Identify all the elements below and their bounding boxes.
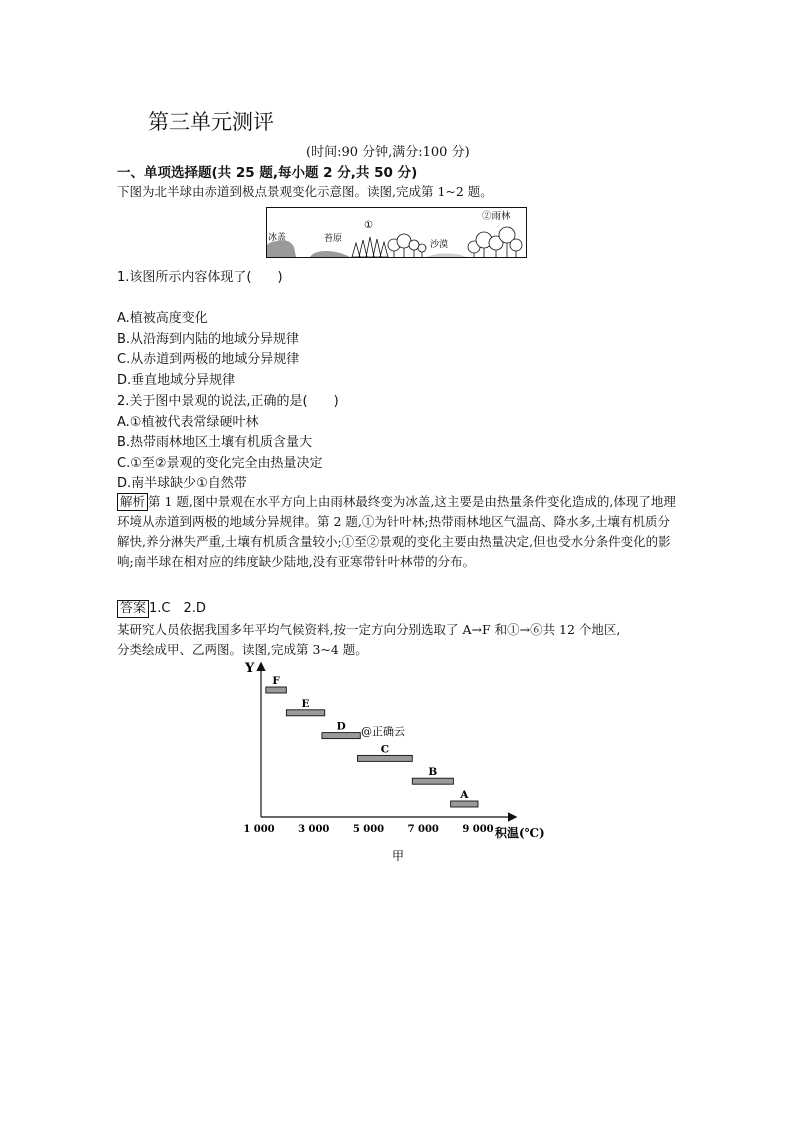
intro-text-2-line-2: 分类绘成甲、乙两图。读图,完成第 3~4 题。 — [117, 642, 368, 657]
y-axis-label: Y — [245, 661, 255, 676]
q1-option-d: D.垂直地域分异规律 — [117, 373, 236, 388]
intro-text-2-line-1: 某研究人员依据我国多年平均气候资料,按一定方向分别选取了 A→F 和①→⑥共 12 个地区, — [117, 622, 621, 637]
q2-option-c: C.①至②景观的变化完全由热量决定 — [117, 456, 323, 471]
bar-label-A: A — [460, 789, 469, 801]
x-tick-label: 3 000 — [298, 824, 330, 835]
section-heading: 一、单项选择题(共 25 题,每小题 2 分,共 50 分) — [117, 165, 418, 181]
analysis-label: 解析 — [117, 493, 148, 511]
label-zone-1: ① — [364, 220, 373, 231]
label-tundra: 苔原 — [324, 234, 343, 244]
answer-label: 答案 — [117, 600, 149, 618]
landscape-figure — [266, 207, 527, 258]
label-desert: 沙漠 — [430, 240, 449, 250]
q2-option-d: D.南半球缺少①自然带 — [117, 476, 247, 491]
chart-caption: 甲 — [392, 849, 405, 863]
accumulated-temperature-chart — [240, 656, 560, 866]
intro-text-1: 下图为北半球由赤道到极点景观变化示意图。读图,完成第 1~2 题。 — [117, 184, 493, 199]
q1-option-a: A.植被高度变化 — [117, 311, 208, 326]
q1-option-b: B.从沿海到内陆的地域分异规律 — [117, 332, 300, 347]
x-tick-label: 1 000 — [243, 824, 275, 835]
x-tick-label: 9 000 — [462, 824, 494, 835]
page-title: 第三单元测评 — [148, 110, 274, 134]
bar-F — [266, 687, 287, 693]
question-2-stem: 2.关于图中景观的说法,正确的是( ) — [117, 394, 339, 409]
bar-D — [322, 733, 360, 739]
label-ice-cap: 冰盖 — [268, 233, 287, 243]
label-rainforest: ②雨林 — [482, 211, 511, 222]
bar-A — [451, 801, 478, 807]
bar-C — [358, 755, 413, 761]
analysis-text: 第 1 题,图中景观在水平方向上由雨林最终变为冰盖,这主要是由热量条件变化造成的,体现了地理环境从赤道到两极的地域分异规律。第 2 题,①为针叶林;热带雨林地区气温高、降水多,土壤有机质分解快,养分淋失严重,土壤有机质含量较小;①至②景观的变化主要由热量决定,但也受水分条件变化的影响;南半球在相对应的纬度缺少陆地,没有亚寒带针叶林带的分布。 — [117, 494, 676, 569]
analysis-block — [117, 492, 682, 572]
x-tick-label: 5 000 — [352, 824, 385, 835]
q2-option-a: A.①植被代表常绿硬叶林 — [117, 415, 259, 430]
bar-label-F: F — [272, 675, 280, 687]
bar-label-B: B — [428, 766, 438, 779]
bar-label-C: C — [380, 743, 390, 756]
x-tick-label: 7 000 — [407, 824, 439, 835]
bar-label-E: E — [301, 697, 310, 710]
question-1-stem: 1.该图所示内容体现了( ) — [117, 270, 283, 285]
answer-row — [117, 597, 206, 618]
bar-B — [412, 778, 453, 784]
bar-label-D: D — [336, 720, 346, 733]
watermark-text: @正确云 — [361, 725, 405, 738]
answer-text: 1.C 2.D — [149, 601, 206, 616]
exam-time-info: (时间:90 分钟,满分:100 分) — [306, 145, 470, 160]
q1-option-c: C.从赤道到两极的地域分异规律 — [117, 352, 300, 367]
x-axis-label: 积温(℃) — [495, 826, 545, 840]
q2-option-b: B.热带雨林地区土壤有机质含量大 — [117, 435, 313, 450]
bar-E — [286, 710, 324, 716]
